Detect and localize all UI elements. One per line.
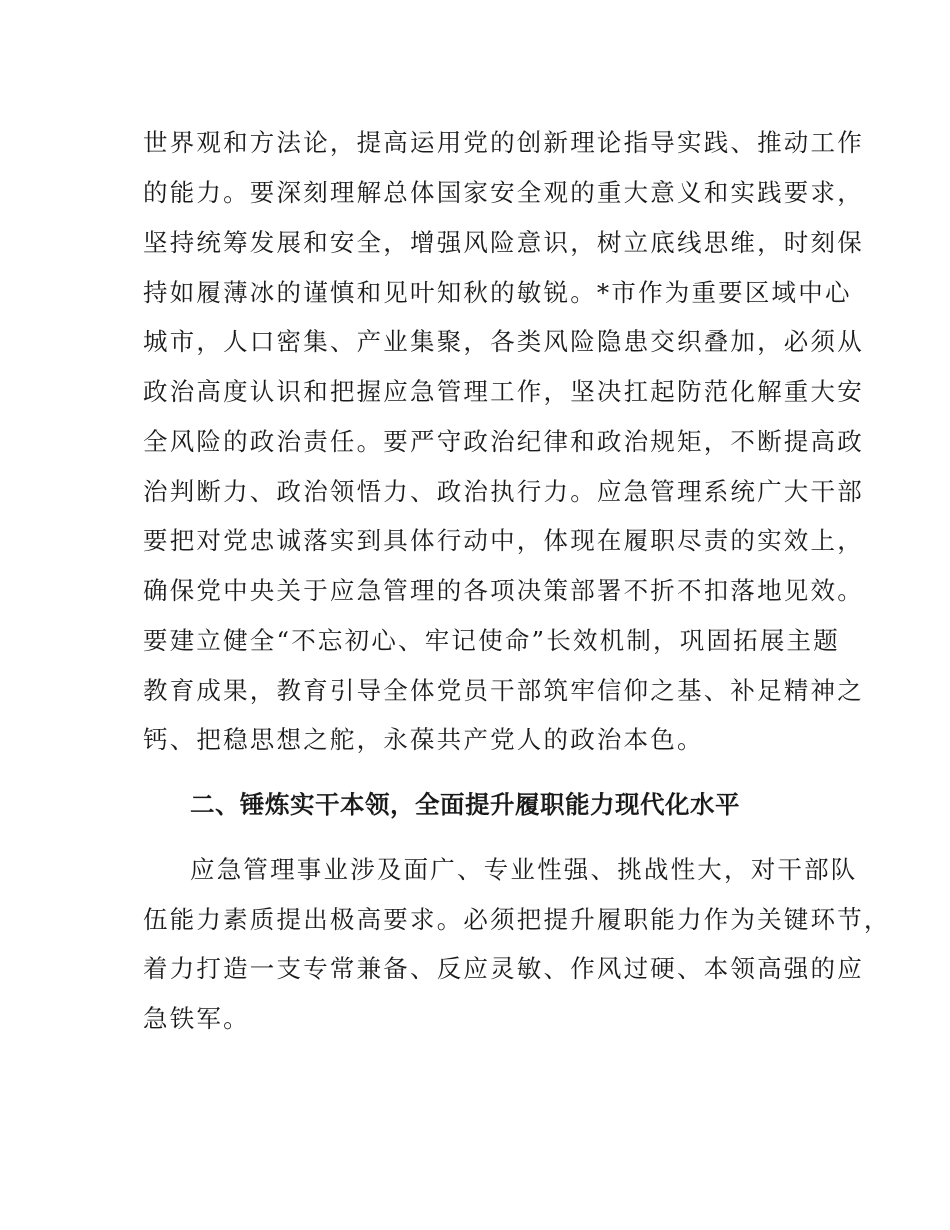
paragraph-1-line-11: 要建立健全“不忘初心、牢记使命”长效机制，巩固拓展主题 [143, 626, 840, 655]
paragraph-2-line-2: 伍能力素质提出极高要求。必须把提升履职能力作为关键环节， [143, 905, 891, 934]
paragraph-1-line-8: 治判断力、政治领悟力、政治执行力。应急管理系统广大干部 [143, 477, 864, 506]
paragraph-1-line-2: 的能力。要深刻理解总体国家安全观的重大意义和实践要求， [143, 178, 864, 207]
paragraph-2-line-1: 应急管理事业涉及面广、专业性强、挑战性大，对干部队 [190, 855, 858, 884]
section-heading: 二、锤炼实干本领，全面提升履职能力现代化水平 [190, 790, 740, 819]
paragraph-1-line-10: 确保党中央关于应急管理的各项决策部署不折不扣落地见效。 [143, 576, 864, 605]
paragraph-1-line-6: 政治高度认识和把握应急管理工作，坚决扛起防范化解重大安 [143, 377, 864, 406]
paragraph-1-line-9: 要把对党忠诚落实到具体行动中，体现在履职尽责的实效上， [143, 526, 864, 555]
paragraph-1-line-5: 城市，人口密集、产业集聚，各类风险隐患交织叠加，必须从 [143, 327, 864, 356]
paragraph-1-line-3: 坚持统筹发展和安全，增强风险意识，树立底线思维，时刻保 [143, 228, 864, 257]
paragraph-1-line-13: 钙、把稳思想之舵，永葆共产党人的政治本色。 [143, 725, 704, 754]
paragraph-2-line-3: 着力打造一支专常兼备、反应灵敏、作风过硬、本领高强的应 [143, 954, 864, 983]
paragraph-1-line-1: 世界观和方法论，提高运用党的创新理论指导实践、推动工作 [143, 128, 864, 157]
paragraph-1-line-4: 持如履薄冰的谨慎和见叶知秋的敏锐。*市作为重要区域中心 [143, 278, 852, 307]
paragraph-2-line-4: 急铁军。 [143, 1004, 250, 1033]
paragraph-1-line-7: 全风险的政治责任。要严守政治纪律和政治规矩，不断提高政 [143, 427, 864, 456]
paragraph-1-line-12: 教育成果，教育引导全体党员干部筑牢信仰之基、补足精神之 [143, 676, 864, 705]
